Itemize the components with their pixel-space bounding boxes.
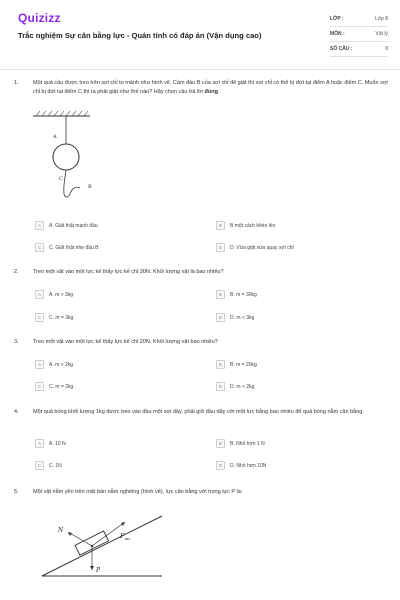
option-b[interactable] <box>216 289 257 300</box>
option-letter-box: D <box>216 382 225 391</box>
option-c[interactable] <box>35 242 98 253</box>
option-d[interactable] <box>216 312 254 323</box>
option-letter-box: D <box>216 243 225 252</box>
option-text: B. m = 30kg <box>230 291 257 298</box>
option-text: A. 10 N <box>49 440 66 447</box>
question-text: Treo một vật vào một lực kế thấy lực kế chỉ 20N. Khối lượng vật bao nhiêu? <box>33 339 218 345</box>
question-2 <box>14 268 390 278</box>
option-c[interactable] <box>35 460 62 471</box>
figure-label-p: P <box>96 567 101 574</box>
option-letter-box: C <box>35 243 44 252</box>
option-letter-box: B <box>216 360 225 369</box>
question-number: 4. <box>14 409 19 415</box>
question-5 <box>14 488 390 498</box>
option-letter-box: C <box>35 461 44 470</box>
meta-value: Lớp 8 <box>374 16 388 22</box>
meta-label: SỐ CÂU : <box>330 46 353 52</box>
option-text: B. Nhỏ hơn 1 N <box>230 440 265 447</box>
meta-value: 8 <box>385 46 388 52</box>
option-letter-box: A <box>35 221 44 230</box>
figure-label-ms: ms <box>125 537 131 541</box>
question-text: Một vật nằm yên trên mặt bàn nằm nghiêng (hình vẽ), lực cân bằng với trọng lực P là: <box>33 489 243 495</box>
question-number: 2. <box>14 269 19 275</box>
question-text: Treo một vật vào một lực kế thấy lực kế chỉ 30N. Khối lượng vật là bao nhiêu? <box>33 269 224 275</box>
option-a[interactable] <box>35 220 98 231</box>
option-a[interactable] <box>35 438 66 449</box>
option-letter-box: D <box>216 313 225 322</box>
option-text: A. m > 2kg <box>49 361 74 368</box>
option-text: C. Giật thật nhẹ đầu B <box>49 244 99 251</box>
option-letter-box: A <box>35 360 44 369</box>
option-letter-box: B <box>216 290 225 299</box>
meta-label: LỚP : <box>330 16 344 22</box>
figure-label-a: A <box>53 134 57 140</box>
question-number: 5. <box>14 489 19 495</box>
figure-label-b: B <box>88 184 92 190</box>
option-text: A. Giật thật mạnh đầu <box>49 222 98 229</box>
figure-label-f: F <box>120 533 125 540</box>
option-letter-box: B <box>216 221 225 230</box>
option-text: C. 1N <box>49 462 62 469</box>
page-header <box>0 0 400 70</box>
option-text: C. m = 2kg <box>49 383 74 390</box>
option-text: D. m < 2kg <box>230 383 255 390</box>
option-b[interactable] <box>216 220 275 231</box>
option-b[interactable] <box>216 359 257 370</box>
option-letter-box: C <box>35 313 44 322</box>
figure-label-c: C <box>59 176 63 182</box>
meta-value: Vật lý <box>375 31 388 37</box>
question-text: Một quả bóng khối lượng 1kg được treo vào đầu một sợi dây, phải giữ đầu dây với một lực bằng bao nhiêu để quả bóng nằm cân bằng. <box>33 409 364 415</box>
question-1 <box>14 79 390 99</box>
quizizz-logo: Quizizz <box>18 11 61 25</box>
option-b[interactable] <box>216 438 265 449</box>
option-text: C. m = 3kg <box>49 314 74 321</box>
meta-info-table <box>330 12 388 57</box>
option-a[interactable] <box>35 289 73 300</box>
option-text: B một cách khéo léo <box>230 222 276 229</box>
option-c[interactable] <box>35 381 73 392</box>
question-text: Một quả cầu được treo trên sợi chỉ to mảnh như hình vẽ. Cầm đầu B của sợi chỉ để giật thì sợi chỉ có thể bị đứt tại điểm A hoặc điểm C. Muốn sợi chỉ bị đứt tại điểm C thì ta phải giật như thế nào? Hãy chọn câu trả lời đúng. <box>33 80 388 95</box>
question-number: 3. <box>14 339 19 345</box>
page-title: Trắc nghiệm Sự cân bằng lực - Quán tính có đáp án (Vận dụng cao) <box>18 31 262 40</box>
option-text: D. m < 3kg <box>230 314 255 321</box>
option-d[interactable] <box>216 242 294 253</box>
question-emphasis: đúng <box>204 88 218 95</box>
option-text: D. Vừa giật vừa quay sợi chỉ <box>230 244 294 251</box>
option-letter-box: A <box>35 290 44 299</box>
question-4 <box>14 408 390 428</box>
question-number: 1. <box>14 80 19 86</box>
option-c[interactable] <box>35 312 73 323</box>
option-a[interactable] <box>35 359 73 370</box>
meta-row-grade <box>330 12 388 27</box>
option-d[interactable] <box>216 381 254 392</box>
option-letter-box: B <box>216 439 225 448</box>
option-text: D. Nhỏ hơn 10N <box>230 462 267 469</box>
option-letter-box: A <box>35 439 44 448</box>
figure-pendulum <box>28 108 108 203</box>
question-3 <box>14 338 390 348</box>
meta-row-subject <box>330 27 388 42</box>
meta-label: MÔN : <box>330 31 345 37</box>
figure-inclined-plane <box>40 508 170 580</box>
option-text: B. m = 20kg <box>230 361 257 368</box>
option-letter-box: C <box>35 382 44 391</box>
figure-label-n: N <box>58 527 64 534</box>
option-text: A. m > 3kg <box>49 291 74 298</box>
option-letter-box: D <box>216 461 225 470</box>
meta-row-count <box>330 42 388 57</box>
option-d[interactable] <box>216 460 266 471</box>
